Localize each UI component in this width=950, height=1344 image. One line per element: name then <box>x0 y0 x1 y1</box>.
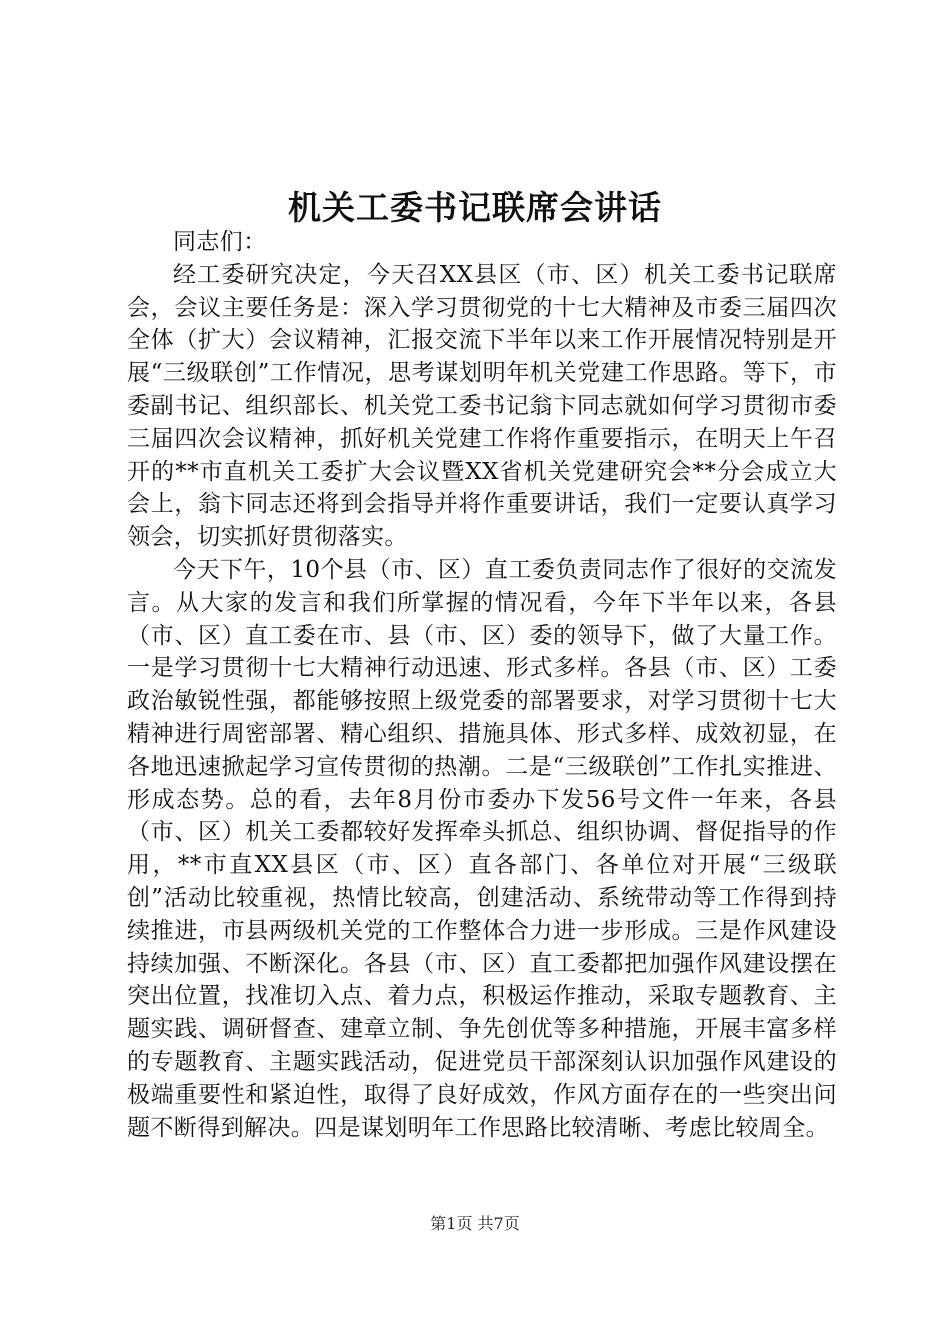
paragraph-1: 经工委研究决定，今天召XX县区（市、区）机关工委书记联席会，会议主要任务是：深入学习贯彻党的十七大精神及市委三届四次全体（扩大）会议精神，汇报交流下半年以来工作开展情况特别是开展“三级联创”工作情况，思考谋划明年机关党建工作思路。等下，市委副书记、组织部长、机关党工委书记翁卞同志就如何学习贯彻市委三届四次会议精神，抓好机关党建工作将作重要指示，在明天上午召开的**市直机关工委扩大会议暨XX省机关党建研究会**分会成立大会上，翁卞同志还将到会指导并将作重要讲话，我们一定要认真学习领会，切实抓好贯彻落实。 <box>127 261 837 551</box>
paragraph-2: 今天下午，10个县（市、区）直工委负责同志作了很好的交流发言。从大家的发言和我们所掌握的情况看，今年下半年以来，各县（市、区）直工委在市、县（市、区）委的领导下，做了大量工作。一是学习贯彻十七大精神行动迅速、形式多样。各县（市、区）工委政治敏锐性强，都能够按照上级党委的部署要求，对学习贯彻十七大精神进行周密部署、精心组织、措施具体、形式多样、成效初显，在各地迅速掀起学习宣传贯彻的热潮。二是“三级联创”工作扎实推进、形成态势。总的看，去年8月份市委办下发56号文件一年来，各县（市、区）机关工委都较好发挥牵头抓总、组织协调、督促指导的作用，**市直XX县区（市、区）直各部门、各单位对开展“三级联创”活动比较重视，热情比较高，创建活动、系统带动等工作得到持续推进，市县两级机关党的工作整体合力进一步形成。三是作风建设持续加强、不断深化。各县（市、区）直工委都把加强作风建设摆在突出位置，找准切入点、着力点，积极运作推动，采取专题教育、主题实践、调研督查、建章立制、争先创优等多种措施，开展丰富多样的专题教育、主题实践活动，促进党员干部深刻认识加强作风建设的极端重要性和紧迫性，取得了良好成效，作风方面存在的一些突出问题不断得到解决。四是谋划明年工作思路比较清晰、考虑比较周全。 <box>127 556 837 1141</box>
document-body <box>127 226 837 1144</box>
document-title: 机关工委书记联席会讲话 <box>288 188 662 227</box>
page-number-footer: 第1页 共7页 <box>430 1214 520 1233</box>
salutation: 同志们： <box>173 229 267 255</box>
